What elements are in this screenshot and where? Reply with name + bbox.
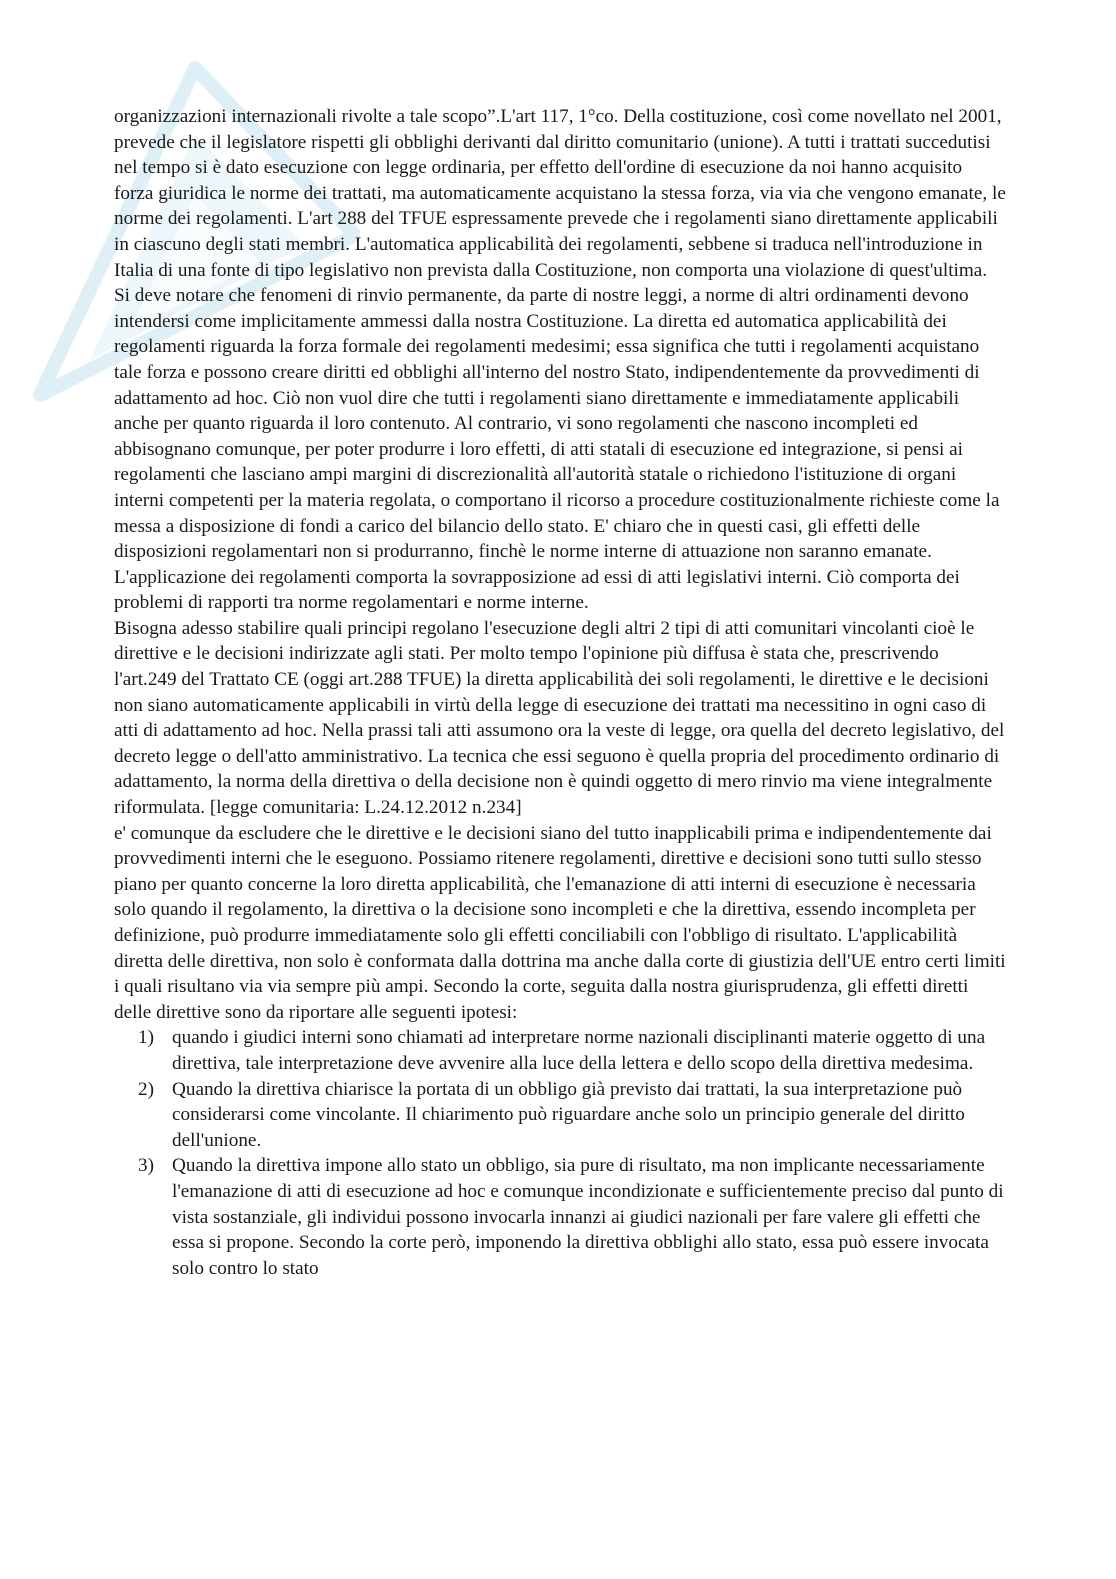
paragraph-3: e' comunque da escludere che le direttive e le decisioni siano del tutto inapplicabili prima e indipendentemente dai provvedimenti interni che le eseguono. Possiamo ritenere regolamenti, direttive e decisioni sono tutti sullo stesso piano per quanto concerne la loro diretta applicabilità, che l'emanazione di atti interni di esecuzione è necessaria solo quando il regolamento, la direttiva o la decisione sono incompleti e che la direttiva, essendo incompleta per definizione, può produrre immediatamente solo gli effetti conciliabili con l'obbligo di risultato. L'applicabilità diretta delle direttiva, non solo è conformata dalla dottrina ma anche dalla corte di giustizia dell'UE entro certi limiti i quali risultano via via sempre più ampi. Secondo la corte, seguita dalla nostra giurisprudenza, gli effetti diretti delle direttive sono da riportare alle seguenti ipotesi: <box>114 822 1006 1023</box>
paragraph-1: organizzazioni internazionali rivolte a tale scopo”.L'art 117, 1°co. Della costituzione, così come novellato nel 2001, prevede che il legislatore rispetti gli obblighi derivanti dal diritto comunitario (unione). A tutti i trattati succedutisi nel tempo si è dato esecuzione con legge ordinaria, per effetto dell'ordine di esecuzione da noi hanno acquisito forza giuridica le norme dei trattati, ma automaticamente acquistano la stessa forza, via via che vengono emanate, le norme dei regolamenti. L'art 288 del TFUE espressamente prevede che i regolamenti siano direttamente applicabili in ciascuno degli stati membri. L'automatica applicabilità dei regolamenti, sebbene si traduca nell'introduzione in Italia di una fonte di tipo legislativo non prevista dalla Costituzione, non comporta una violazione di quest'ultima. Si deve notare che fenomeni di rinvio permanente, da parte di nostre leggi, a norme di altri ordinamenti devono intendersi come implicitamente ammessi dalla nostra Costituzione. La diretta ed automatica applicabilità dei regolamenti riguarda la forza formale dei regolamenti medesimi; essa significa che tutti i regolamenti acquistano tale forza e possono creare diritti ed obblighi all'interno del nostro Stato, indipendentemente da provvedimenti di adattamento ad hoc. Ciò non vuol dire che tutti i regolamenti siano direttamente e immediatamente applicabili anche per quanto riguarda il loro contenuto. Al contrario, vi sono regolamenti che nascono incompleti ed abbisognano comunque, per poter produrre i loro effetti, di atti statali di esecuzione ed integrazione, si pensi ai regolamenti che lasciano ampi margini di discrezionalità all'autorità statale o richiedono l'istituzione di organi interni competenti per la materia regolata, o comportano il ricorso a procedure costituzionalmente richieste come la messa a disposizione di fondi a carico del bilancio dello stato. E' chiaro che in questi casi, gli effetti delle disposizioni regolamentari non si produrranno, finchè le norme interne di attuazione non saranno emanate. L'applicazione dei regolamenti comporta la sovrapposizione ad essi di atti legislativi interni. Ciò comporta dei problemi di rapporti tra norme regolamentari e norme interne. <box>114 106 1006 614</box>
list-item-number: 3) <box>138 1155 154 1177</box>
list-item-text: Quando la direttiva impone allo stato un obbligo, sia pure di risultato, ma non implicante necessariamente l'emanazione di atti di esecuzione ad hoc e comunque incondizionate e sufficientemente preciso dal punto di vista sostanziale, gli individui possono invocarla innanzi ai giudici nazionali per fare valere gli effetti che essa si propone. Secondo la corte però, imponendo la direttiva obblighi allo stato, essa può essere invocata solo contro lo stato <box>172 1155 1004 1279</box>
list-item-text: quando i giudici interni sono chiamati ad interpretare norme nazionali disciplinanti materie oggetto di una direttiva, tale interpretazione deve avvenire alla luce della lettera e dello scopo della direttiva medesima. <box>172 1027 986 1074</box>
list-item <box>114 1077 1006 1154</box>
list-item-text: Quando la direttiva chiarisce la portata di un obbligo già previsto dai trattati, la sua interpretazione può considerarsi come vincolante. Il chiarimento può riguardare anche solo un principio generale del diritto dell'unione. <box>172 1078 965 1151</box>
document-page <box>114 104 1006 1281</box>
effects-list <box>114 1025 1006 1281</box>
list-item-number: 1) <box>138 1027 154 1049</box>
paragraph-2: Bisogna adesso stabilire quali principi regolano l'esecuzione degli altri 2 tipi di atti comunitari vincolanti cioè le direttive e le decisioni indirizzate agli stati. Per molto tempo l'opinione più diffusa è stata che, prescrivendo l'art.249 del Trattato CE (oggi art.288 TFUE) la diretta applicabilità dei soli regolamenti, le direttive e le decisioni non siano automaticamente applicabili in virtù della legge di esecuzione dei trattati ma necessitino in ogni caso di atti di adattamento ad hoc. Nella prassi tali atti assumono ora la veste di legge, ora quella del decreto legislativo, del decreto legge o dell'atto amministrativo. La tecnica che essi seguono è quella propria del procedimento ordinario di adattamento, la norma della direttiva o della decisione non è quindi oggetto di mero rinvio ma viene integralmente riformulata. [legge comunitaria: L.24.12.2012 n.234] <box>114 617 1005 819</box>
list-item-number: 2) <box>138 1078 154 1100</box>
list-item <box>114 1025 1006 1076</box>
list-item <box>114 1153 1006 1281</box>
